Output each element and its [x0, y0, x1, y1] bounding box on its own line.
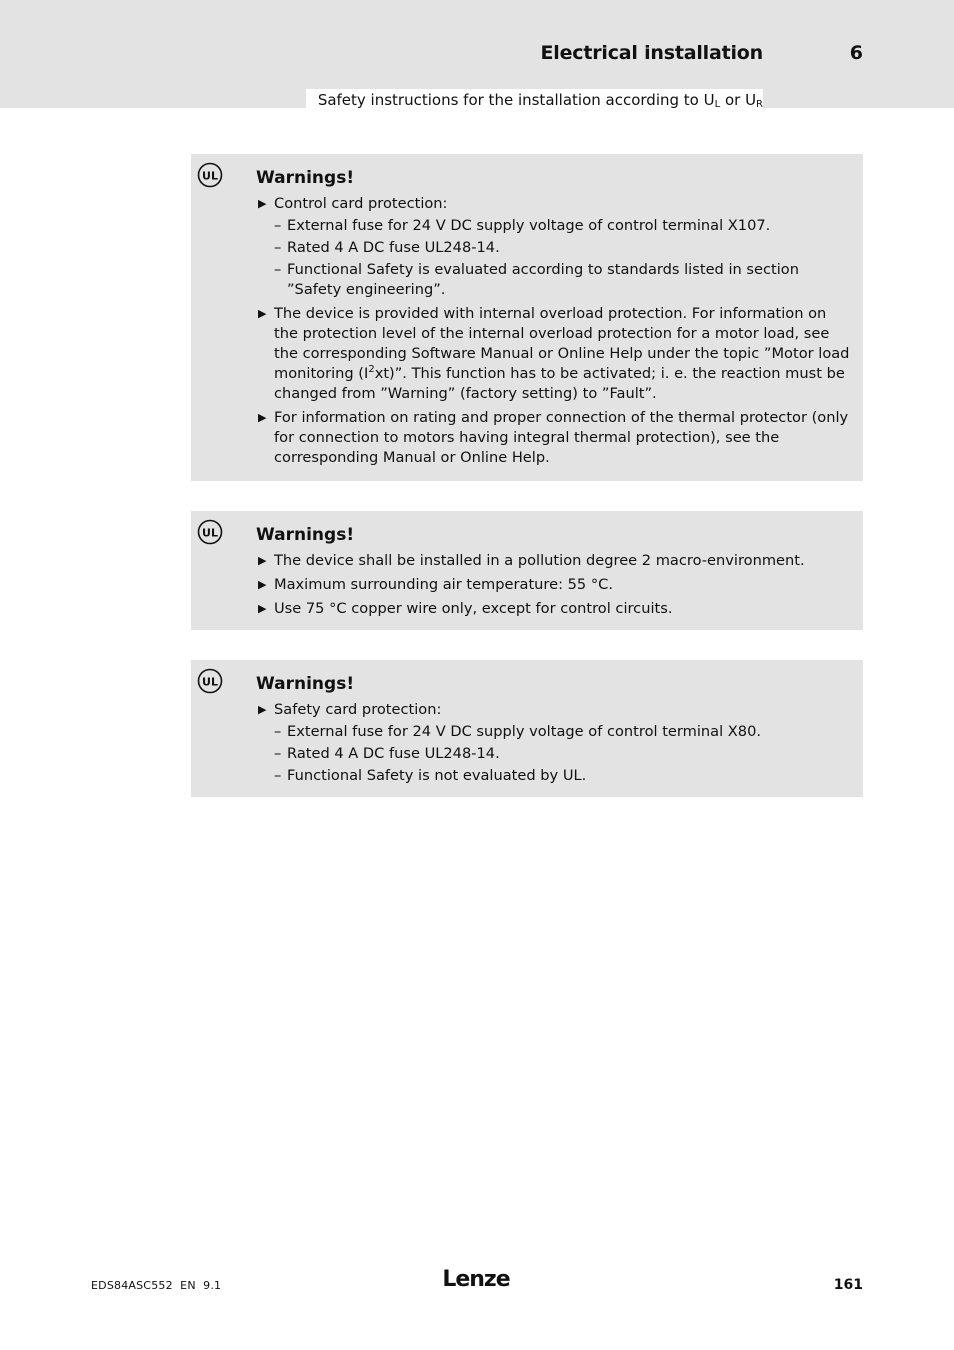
section-title	[306, 89, 763, 112]
ul-logo-icon	[197, 668, 223, 694]
bullet-arrow-icon: ▶	[258, 197, 267, 210]
sub-item	[274, 722, 851, 742]
subscript-r: R	[756, 99, 763, 110]
bullet-item	[256, 551, 851, 571]
bullet-arrow-icon: ▶	[258, 703, 267, 716]
svg-text:UL: UL	[202, 526, 218, 540]
ul-logo-icon	[197, 519, 223, 545]
section-title-text: Safety instructions for the installation according to U	[317, 91, 715, 109]
warning-title: Warnings!	[256, 674, 355, 694]
bullet-item	[256, 194, 851, 300]
bullet-item	[256, 304, 851, 404]
svg-text:UL: UL	[202, 169, 218, 183]
sub-item	[274, 766, 851, 786]
bullet-item	[256, 700, 851, 786]
bullet-arrow-icon: ▶	[258, 554, 267, 567]
chapter-number: 6	[849, 42, 863, 64]
warning-box-2	[191, 511, 863, 630]
bullet-text: For information on rating and proper connection of the thermal protector (only for connection to motors having integral thermal protection), see the corresponding Manual or Online Help.	[274, 409, 849, 466]
subscript-l: L	[714, 99, 721, 110]
svg-text:UL: UL	[202, 675, 218, 689]
dash-icon: –	[274, 239, 282, 256]
dash-icon: –	[274, 217, 282, 234]
bullet-item	[256, 408, 851, 468]
lenze-logo-icon	[438, 1264, 514, 1294]
dash-icon: –	[274, 745, 282, 762]
sub-item	[274, 744, 851, 764]
section-title-mid: or U	[720, 91, 757, 109]
page-number: 161	[833, 1277, 863, 1293]
bullet-text: Maximum surrounding air temperature: 55 °C.	[274, 576, 613, 593]
bullet-text: The device shall be installed in a pollution degree 2 macro-environment.	[274, 552, 805, 569]
document-id: EDS84ASC552 EN 9.1	[91, 1279, 222, 1292]
sub-item	[274, 260, 851, 300]
chapter-title: Electrical installation	[540, 42, 763, 64]
sub-text: External fuse for 24 V DC supply voltage of control terminal X80.	[287, 723, 762, 740]
sub-item	[274, 216, 851, 236]
sub-text: Rated 4 A DC fuse UL248-14.	[287, 745, 500, 762]
warning-title: Warnings!	[256, 525, 355, 545]
bullet-item	[256, 599, 851, 619]
bullet-text-cont: xt)”. This function has to be activated; i. e. the reaction must be changed from ”Warning” (factory setting) to ”Fault”.	[274, 365, 845, 402]
bullet-text: Control card protection:	[274, 195, 448, 212]
bullet-arrow-icon: ▶	[258, 307, 267, 320]
sub-text: Rated 4 A DC fuse UL248-14.	[287, 239, 500, 256]
warning-title: Warnings!	[256, 168, 355, 188]
bullet-arrow-icon: ▶	[258, 602, 267, 615]
warning-box-3	[191, 660, 863, 797]
sub-text: Functional Safety is not evaluated by UL.	[287, 767, 587, 784]
sub-item	[274, 238, 851, 258]
bullet-arrow-icon: ▶	[258, 411, 267, 424]
superscript: 2	[368, 364, 375, 376]
bullet-item	[256, 575, 851, 595]
dash-icon: –	[274, 723, 282, 740]
bullet-arrow-icon: ▶	[258, 578, 267, 591]
sub-text: External fuse for 24 V DC supply voltage of control terminal X107.	[287, 217, 771, 234]
bullet-text: Use 75 °C copper wire only, except for control circuits.	[274, 600, 673, 617]
dash-icon: –	[274, 767, 282, 784]
ul-logo-icon	[197, 162, 223, 188]
dash-icon: –	[274, 261, 282, 278]
bullet-text: The device is provided with internal overload protection. For information on the protection level of the internal overload protection for a motor load, see the corresponding Software Manual or Online Help under the topic ”Motor load monitoring (I	[274, 305, 850, 382]
bullet-text: Safety card protection:	[274, 701, 442, 718]
sub-text: Functional Safety is evaluated according to standards listed in section ”Safety engineering”.	[287, 261, 799, 298]
warning-box-1	[191, 154, 863, 481]
svg-text:Lenze: Lenze	[442, 1267, 510, 1292]
